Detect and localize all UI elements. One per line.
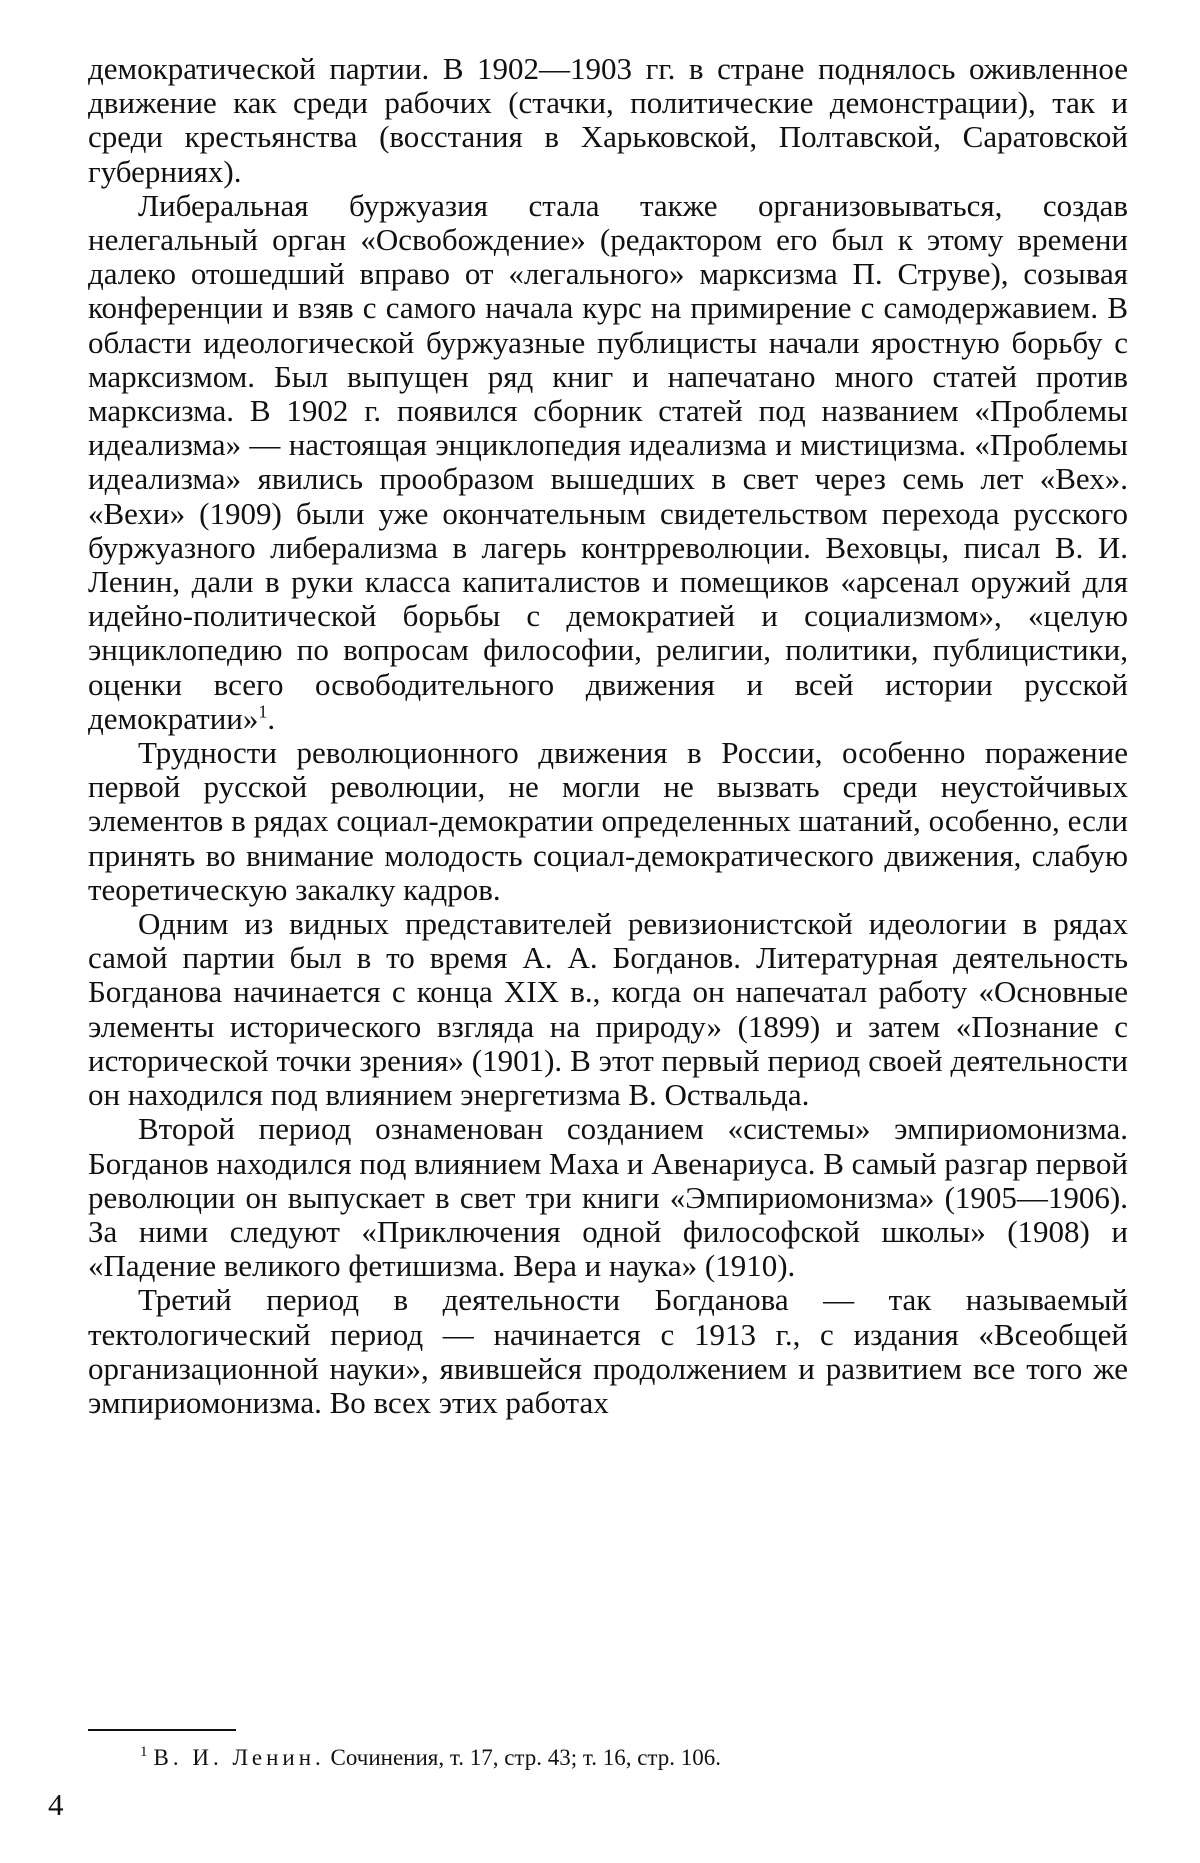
footnote-source: Сочинения, т. 17, стр. 43; т. 16, стр. 106.: [330, 1745, 721, 1770]
footnote: [140, 1744, 1040, 1772]
paragraph-2-text: Либеральная буржуазия стала также организовываться, создав нелегальный орган «Освобождение» (редактором его был к этому времени далеко отошедший вправо от «легального» марксизма П. Струве), созывая конференции и взяв с самого начала курс на примирение с самодержавием. В области идеологической буржуазные публицисты начали яростную борьбу с марксизмом. Был выпущен ряд книг и напечатано много статей против марксизма. В 1902 г. появился сборник статей под названием «Проблемы идеализма» — настоящая энциклопедия идеализма и мистицизма. «Проблемы идеализма» явились прообразом вышедших в свет через семь лет «Вех». «Вехи» (1909) были уже окончательным свидетельством перехода русского буржуазного либерализма в лагерь контрреволюции. Веховцы, писал В. И. Ленин, дали в руки класса капиталистов и помещиков «арсенал оружий для идейно-политической борьбы с демократией и социализмом», «целую энциклопедию по вопросам философии, религии, политики, публицистики, оценки всего освободительного движения и всей истории русской демократии»: [88, 187, 1128, 736]
paragraph-2: [88, 189, 1128, 736]
paragraph-3: Трудности революционного движения в России, особенно поражение первой русской революции, не могли не вызвать среди неустойчивых элементов в рядах социал-демократии определенных шатаний, особенно, если принять во внимание молодость социал-демократического движения, слабую теоретическую закалку кадров.: [88, 735, 1128, 907]
paragraph-6: Третий период в деятельности Богданова — так называемый тектологический период — начинается с 1913 г., с издания «Всеобщей организационной науки», явившейся продолжением и развитием все того же эмпириомонизма. Во всех этих работах: [88, 1282, 1128, 1420]
footnote-divider: [88, 1729, 236, 1731]
paragraph-4: Одним из видных представителей ревизионистской идеологии в рядах самой партии был в то время А. А. Богданов. Литературная деятельность Богданова начинается с конца XIX в., когда он напечатал работу «Основные элементы исторического взгляда на природу» (1899) и затем «Познание с исторической точки зрения» (1901). В этот первый период своей деятельности он находился под влиянием энергетизма В. Оствальда.: [88, 906, 1128, 1113]
footnote-mark: 1: [140, 1744, 148, 1761]
paragraph-2-end: .: [267, 700, 276, 736]
paragraph-5: Второй период ознаменован созданием «системы» эмпириомонизма. Богданов находился под влиянием Маха и Авенариуса. В самый разгар первой революции он выпускает в свет три книги «Эмпириомонизма» (1905—1906). За ними следуют «Приключения одной философской школы» (1908) и «Падение великого фетишизма. Вера и наука» (1910).: [88, 1111, 1128, 1284]
footnote-reference: 1: [258, 701, 268, 722]
page-number: 4: [48, 1787, 64, 1822]
paragraph-1: демократической партии. В 1902—1903 гг. в стране поднялось оживленное движение как среди рабочих (стачки, политические демонстрации), так и среди крестьянства (восстания в Харьковской, Полтавской, Саратовской губерниях).: [88, 51, 1128, 189]
main-text: [88, 52, 1128, 1420]
footnote-author: В. И. Ленин.: [153, 1745, 325, 1770]
